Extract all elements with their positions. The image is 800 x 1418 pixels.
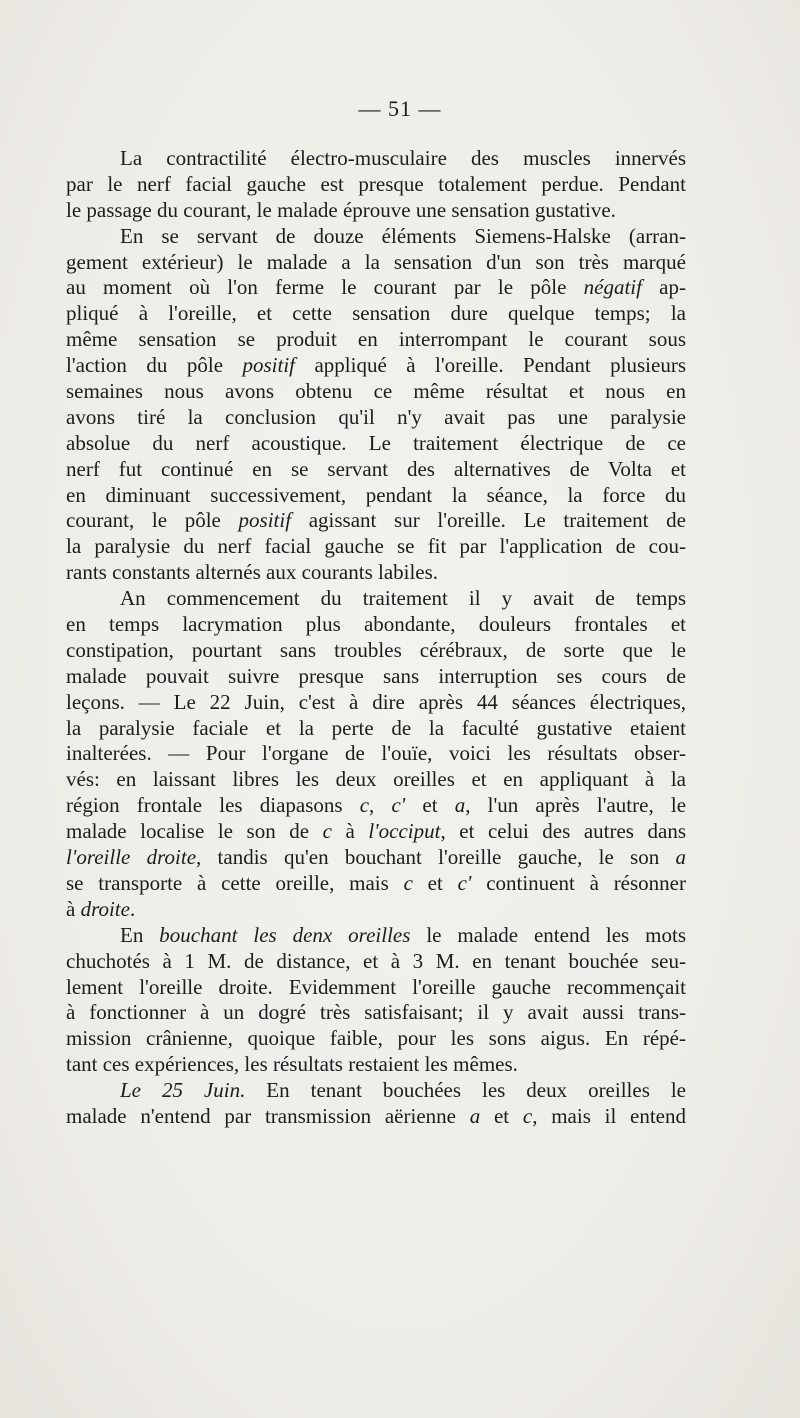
text-line	[66, 664, 686, 690]
italic-text: l'occiput	[368, 819, 441, 844]
text-segment: tant ces expériences, les résultats restaient les mêmes.	[66, 1052, 518, 1077]
text-segment: pliqué à l'oreille, et cette sensation dure quelque temps; la	[66, 301, 686, 326]
text-segment: En se servant de douze éléments Siemens-Halske (arran-	[120, 223, 686, 248]
page-number: — 51 —	[358, 96, 442, 121]
text-segment: , tandis qu'en bouchant l'oreille gauche, le son	[196, 845, 676, 870]
italic-text: a	[454, 793, 466, 818]
text-segment: ,	[369, 793, 392, 818]
text-segment: courant, le pôle	[66, 508, 239, 533]
text-segment: région frontale les diapasons	[66, 793, 360, 818]
text-line	[66, 716, 686, 742]
text-line	[66, 301, 686, 327]
text-segment: appliqué à l'oreille. Pendant plusieurs	[295, 353, 686, 378]
italic-text: positif	[242, 353, 296, 378]
text-line	[66, 793, 686, 819]
text-segment: inalterées. — Pour l'organe de l'ouïe, voici les résultats obser-	[66, 741, 686, 766]
text-segment: absolue du nerf acoustique. Le traitement électrique de ce	[66, 430, 686, 455]
text-segment: la paralysie faciale et la perte de la faculté gustative etaient	[66, 715, 686, 740]
text-segment: , mais il entend	[532, 1103, 686, 1128]
text-line	[66, 819, 686, 845]
text-segment: gement extérieur) le malade a la sensation d'un son très marqué	[66, 249, 686, 274]
text-segment: malade localise le son de	[66, 819, 323, 844]
text-line	[66, 483, 686, 509]
text-line	[66, 250, 686, 276]
text-segment: à fonctionner à un dogré très satisfaisant; il y avait aussi trans-	[66, 1000, 686, 1025]
text-line	[66, 949, 686, 975]
text-segment: .	[129, 896, 136, 921]
text-segment: vés: en laissant libres les deux oreilles et en appliquant à la	[66, 767, 686, 792]
italic-text: droite	[80, 896, 130, 921]
text-line	[66, 198, 686, 224]
text-segment: ap-	[641, 275, 686, 300]
text-line	[66, 1000, 686, 1026]
italic-text: c	[403, 870, 413, 895]
text-segment: agissant sur l'oreille. Le traitement de	[291, 508, 686, 533]
italic-text: a	[469, 1103, 481, 1128]
text-line	[66, 638, 686, 664]
text-segment: rants constants alternés aux courants labiles.	[66, 560, 439, 585]
text-segment: en diminuant successivement, pendant la séance, la force du	[66, 482, 686, 507]
text-segment: , et celui des autres dans	[440, 819, 687, 844]
text-segment: avons tiré la conclusion qu'il n'y avait pas une paralysie	[66, 404, 686, 429]
text-segment: nerf fut continué en se servant des alternatives de Volta et	[66, 456, 686, 481]
italic-text: c	[322, 819, 332, 844]
text-line	[66, 457, 686, 483]
text-line	[66, 923, 686, 949]
text-line	[66, 1078, 686, 1104]
text-segment: mission crânienne, quoique faible, pour les sons aigus. En répé-	[66, 1026, 686, 1051]
text-line	[66, 431, 686, 457]
text-line	[66, 975, 686, 1001]
text-segment: constipation, pourtant sans troubles cérébraux, de sorte que le	[66, 637, 686, 662]
text-segment: semaines nous avons obtenu ce même résultat et nous en	[66, 379, 686, 404]
text-line	[66, 224, 686, 250]
text-line	[66, 871, 686, 897]
text-line	[66, 586, 686, 612]
text-segment: et	[480, 1103, 523, 1128]
text-line	[66, 560, 686, 586]
italic-text: positif	[238, 508, 292, 533]
text-line	[66, 845, 686, 871]
italic-text: c'	[457, 870, 472, 895]
text-segment: et	[412, 870, 458, 895]
text-segment: par le nerf facial gauche est presque totalement perdue. Pendant	[66, 171, 686, 196]
text-line	[66, 741, 686, 767]
text-line	[66, 405, 686, 431]
text-segment: la paralysie du nerf facial gauche se fit par l'application de cou-	[66, 534, 686, 559]
text-segment: malade n'entend par transmission aërienne	[66, 1103, 470, 1128]
text-segment: malade pouvait suivre presque sans interruption ses cours de	[66, 663, 686, 688]
text-line	[66, 1052, 686, 1078]
text-segment: le passage du courant, le malade éprouve une sensation gustative.	[66, 197, 616, 222]
text-segment: et	[405, 793, 455, 818]
body-text	[66, 146, 686, 1130]
text-segment: en temps lacrymation plus abondante, douleurs frontales et	[66, 612, 686, 637]
italic-text: a	[675, 845, 687, 870]
text-line	[66, 327, 686, 353]
italic-text: négatif	[583, 275, 642, 300]
italic-text: c'	[391, 793, 406, 818]
text-segment: An commencement du traitement il y avait de temps	[120, 586, 686, 611]
text-line	[66, 1026, 686, 1052]
text-line	[66, 767, 686, 793]
italic-text: c	[359, 793, 370, 818]
italic-text: bouchant les denx oreilles	[159, 922, 411, 947]
italic-text: Le 25 Juin.	[120, 1078, 246, 1103]
text-segment: l'action du pôle	[66, 353, 243, 378]
text-segment: chuchotés à 1 M. de distance, et à 3 M. en tenant bouchée seu-	[66, 948, 686, 973]
text-line	[66, 275, 686, 301]
text-segment: à	[66, 896, 81, 921]
text-line	[66, 146, 686, 172]
text-segment: , l'un après l'autre, le	[465, 793, 687, 818]
text-segment: se transporte à cette oreille, mais	[66, 870, 404, 895]
italic-text: l'oreille droite	[66, 845, 197, 870]
text-line	[66, 690, 686, 716]
text-segment: lement l'oreille droite. Evidemment l'oreille gauche recommençait	[66, 974, 686, 999]
text-segment: à	[331, 819, 369, 844]
text-line	[66, 379, 686, 405]
text-segment: même sensation se produit en interrompant le courant sous	[66, 327, 686, 352]
text-line	[66, 897, 686, 923]
text-segment: En	[120, 922, 160, 947]
text-line	[66, 534, 686, 560]
text-segment: continuent à résonner	[471, 870, 686, 895]
text-line	[66, 1104, 686, 1130]
text-segment: le malade entend les mots	[410, 922, 686, 947]
text-line	[66, 508, 686, 534]
text-segment: leçons. — Le 22 Juin, c'est à dire après 44 séances électriques,	[66, 689, 686, 714]
text-line	[66, 353, 686, 379]
text-segment: au moment où l'on ferme le courant par le pôle	[66, 275, 584, 300]
text-segment: En tenant bouchées les deux oreilles le	[245, 1078, 687, 1103]
italic-text: c	[522, 1103, 533, 1128]
text-line	[66, 172, 686, 198]
text-line	[66, 612, 686, 638]
text-segment: La contractilité électro-musculaire des muscles innervés	[120, 146, 686, 170]
